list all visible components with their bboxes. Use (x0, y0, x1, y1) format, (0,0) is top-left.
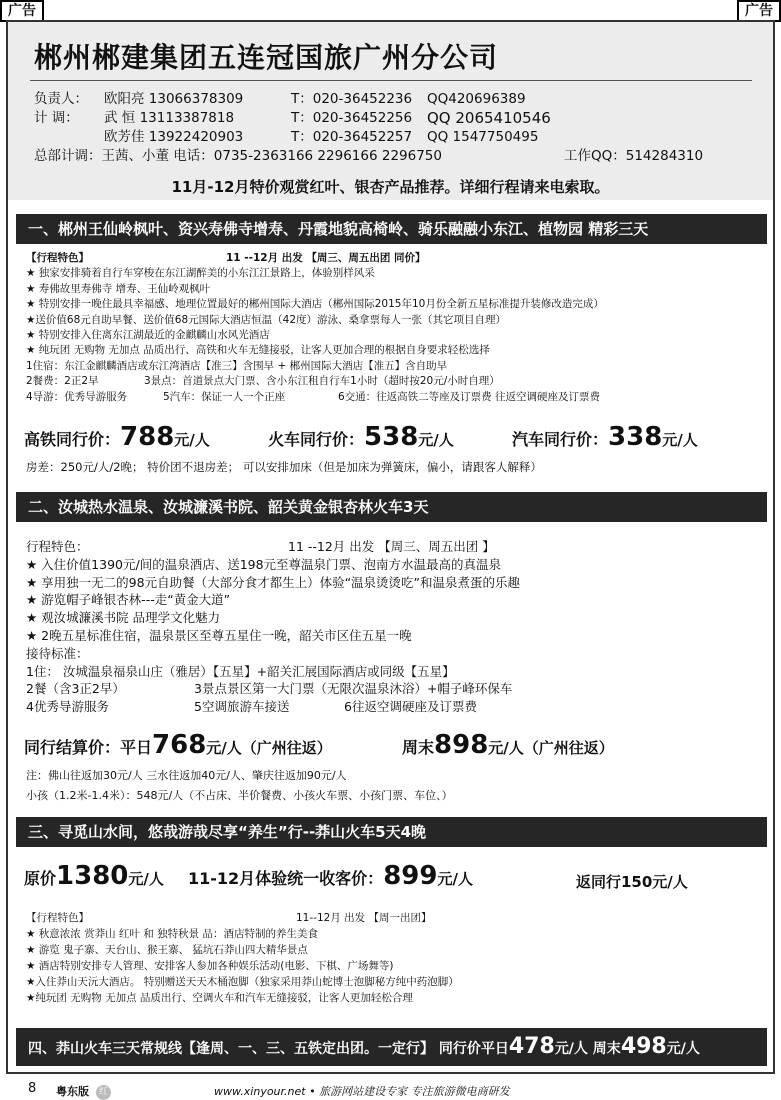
price-label: 同行结算价：平日 (24, 738, 153, 757)
price-original (24, 861, 164, 891)
list-item (26, 942, 761, 958)
price-unit: 元/人 (662, 431, 698, 449)
feature-text: ★ 独家安排骑着自行车穿梭在东江湖醉美的小东江江景路上，体验别样风采 (26, 267, 375, 280)
list-item (26, 958, 761, 974)
company-header (8, 22, 773, 200)
price-high-speed-rail (24, 422, 210, 452)
list-item (26, 591, 761, 609)
price-unit: 元/人 (128, 870, 164, 888)
list-item (26, 910, 761, 926)
list-item (26, 609, 761, 627)
service-text: 5空调旅游车接送 (194, 699, 290, 715)
page-number: 8 (28, 1081, 37, 1096)
list-item (26, 343, 761, 358)
feature-text: ★ 游览帽子峰银杏林---走“黄金大道” (26, 592, 231, 608)
contact-tel: T：020-36452236 (291, 91, 413, 107)
service-text: 3景点景区第一大门票（无限次温泉沐浴）+帽子峰环保车 (194, 681, 513, 697)
price-value: 898 (434, 730, 489, 760)
list-item (26, 698, 761, 716)
price-unit: 元/人 (666, 1041, 700, 1057)
feature-text: ★ 特别安排一晚住最具幸福感、地理位置最好的郴州国际大酒店（郴州国际2015年10月份全新五星标准提升装修改造完成） (26, 298, 604, 311)
room-note: 房差：250元/人/2晚； 特价团不退房差； 可以安排加床（但是加床为弹簧床，偏小，请跟客人解释） (26, 460, 542, 474)
section-2-details (26, 538, 761, 716)
price-unit: 元/人 (437, 870, 473, 888)
price-unit: 元/人 (418, 431, 454, 449)
headquarters-contact: 总部计调：王茜、小董 电话：0735-2363166 2296166 2296750 (34, 148, 442, 164)
section-3-title: 三、寻觅山水间，悠哉游哉尽享“养生”行--莽山火车5天4晚 (16, 817, 767, 847)
itinerary-label: 【行程特色】 (26, 912, 89, 924)
contact-name: 欧芳佳 13922420903 (104, 129, 244, 145)
price-unit: 元/人（广州往返） (206, 739, 332, 757)
service-text: 1住宿：东江金麒麟酒店或东江湾酒店【准三】含围早 + 郴州国际大酒店【准五】含自助早 (26, 359, 448, 372)
price-value: 1380 (56, 861, 129, 891)
feature-text: ★ 享用独一无二的98元自助餐（大部分食才都生上）体验“温泉烫烫吃”和温泉煮蛋的乐趣 (26, 574, 521, 590)
list-item (26, 538, 761, 556)
list-item (26, 266, 761, 281)
list-item (26, 974, 761, 990)
departure-info: 11 --12月 出发 【周三、周五出团 】 (288, 539, 495, 554)
service-text: 3景点：首道景点大门票、含小东江租自行车1小时（超时按20元/小时自理） (144, 375, 500, 388)
price-value: 498 (620, 1034, 667, 1059)
contact-qq: QQ420696389 (427, 91, 526, 107)
list-item (26, 374, 761, 389)
price-value: 338 (608, 422, 663, 452)
price-weekend (402, 730, 614, 760)
ad-label-right: 广告 (737, 0, 781, 22)
list-item (26, 990, 761, 1006)
section-4-banner (16, 1028, 767, 1066)
price-label: 原价 (24, 869, 57, 888)
page-footer: 8 粤东版 红 www.xinyour.net • 旅游网站建设专家 专注旅游微电商研发 (28, 1081, 510, 1098)
section-3-details (26, 910, 761, 1006)
ad-frame (6, 20, 775, 1074)
price-unit: 元/人 (174, 431, 210, 449)
price-label: 11-12月体验统一收客价： (188, 869, 384, 888)
list-item (26, 282, 761, 297)
feature-text: ★ 寿佛故里寿佛寺 增寿、王仙岭观枫叶 (26, 282, 211, 295)
price-unit: 元/人 周末 (554, 1041, 621, 1057)
company-title: 郴州郴建集团五连冠国旅广州分公司 (34, 41, 499, 74)
price-label: 火车同行价： (268, 430, 365, 449)
standard-label: 接待标准： (26, 645, 89, 661)
price-label: 周末 (402, 738, 435, 757)
feature-text: ★入住莽山天沅大酒店。 特别赠送天天木桶泡脚（独家采用莽山蛇博士泡脚秘方纯中药泡脚） (26, 976, 459, 988)
list-item (26, 645, 761, 663)
price-weekday (24, 730, 332, 760)
service-text: 4优秀导游服务 (26, 699, 109, 715)
itinerary-label: 【行程特色】 (26, 252, 89, 264)
list-item (26, 328, 761, 343)
price-label: 汽车同行价： (512, 430, 609, 449)
service-text: 2餐（含3正2早） (26, 681, 125, 697)
contact-tel: T：020-36452256 (291, 110, 413, 126)
list-item (26, 359, 761, 374)
itinerary-label: 行程特色： (26, 539, 89, 554)
list-item (26, 556, 761, 574)
departure-info: 11--12月 出发 【周一出团】 (296, 912, 432, 924)
service-text: 1住： 汝城温泉福泉山庄（雅居）【五星】+韶关汇展国际酒店或同级【五星】 (26, 663, 455, 679)
feature-text: ★ 酒店特别安排专人管理、安排客人参加各种娱乐活动(电影、下棋、广场舞等) (26, 960, 394, 972)
ad-label-left: 广告 (0, 0, 44, 22)
price-value: 768 (152, 730, 207, 760)
list-item (26, 297, 761, 312)
contact-label: 负责人： (34, 91, 88, 107)
service-text: 5汽车：保证一人一个正座 (163, 390, 286, 403)
contact-label: 计 调： (34, 110, 79, 126)
work-qq: 工作QQ：514284310 (564, 148, 704, 164)
contact-tel: T：020-36452257 (291, 129, 413, 145)
promo-banner: 11月-12月特价观赏红叶、银杏产品推荐。详细行程请来电索取。 (171, 178, 610, 196)
price-value: 899 (383, 861, 438, 891)
price-experience (188, 861, 473, 891)
price-bus (512, 422, 698, 452)
contact-qq: QQ 1547750495 (427, 129, 539, 145)
price-value: 478 (508, 1034, 555, 1059)
site-slogan: www.xinyour.net • 旅游网站建设专家 专注旅游微电商研发 (214, 1085, 510, 1098)
list-item (26, 251, 761, 266)
note-text: 注：佛山往返加30元/人 三水往返加40元/人、肇庆往返加90元/人 (26, 769, 347, 782)
feature-text: ★ 纯玩团 无购物 无加点 品质出行、高铁和火车无缝接驳，让客人更加合理的根据自身要求轻松选择 (26, 344, 490, 357)
feature-text: ★ 观汝城濂溪书院 品理学文化魅力 (26, 610, 221, 626)
section-1-details (26, 251, 761, 405)
list-item (26, 926, 761, 942)
departure-info: 11 --12月 出发 【周三、周五出团 同价】 (226, 252, 426, 264)
price-train (268, 422, 454, 452)
contact-name: 武 恒 13113387818 (104, 110, 235, 126)
price-value: 538 (364, 422, 419, 452)
feature-text: ★送价值68元自助早餐、送价值68元国际大酒店恒温（42度）游泳、桑拿票每人一张（其它项目自理） (26, 313, 506, 326)
price-unit: 元/人（广州往返） (488, 739, 614, 757)
header-divider (30, 80, 752, 81)
edition-label: 粤东版 (56, 1085, 89, 1098)
section-2-title: 二、汝城热水温泉、汝城濂溪书院、韶关黄金银杏林火车3天 (16, 492, 767, 522)
service-text: 4导游：优秀导游服务 (26, 390, 128, 403)
feature-text: ★ 入住价值1390元/间的温泉酒店、送198元至尊温泉门票、泡南方水温最高的真温泉 (26, 556, 502, 572)
price-value: 788 (120, 422, 175, 452)
list-item (26, 390, 761, 405)
service-text: 6交通：往返高铁二等座及订票费 往返空调硬座及订票费 (338, 390, 601, 403)
contact-name: 欧阳亮 13066378309 (104, 91, 244, 107)
note-text: 小孩（1.2米-1.4米）：548元/人（不占床、半价餐费、小孩火车票、小孩门票、车位、） (26, 789, 453, 802)
price-rebate: 返同行150元/人 (576, 873, 688, 891)
feature-text: ★ 秋意浓浓 赏莽山 红叶 和 独特秋景 品：酒店特制的养生美食 (26, 928, 318, 940)
section-4-title: 四、莽山火车三天常规线【逢周、一、三、五铁定出团。一定行】 同行价平日 (28, 1041, 509, 1057)
list-item (26, 313, 761, 328)
list-item (26, 627, 761, 645)
list-item (26, 663, 761, 681)
price-label: 高铁同行价： (24, 430, 121, 449)
list-item (26, 680, 761, 698)
list-item (26, 574, 761, 592)
feature-text: ★纯玩团 无购物 无加点 品质出行、空调火车和汽车无缝接驳，让客人更加轻松合理 (26, 992, 413, 1004)
section-1-title: 一、郴州王仙岭枫叶、资兴寿佛寺增寿、丹霞地貌高椅岭、骑乐融融小东江、植物园 精彩三天 (16, 214, 767, 244)
feature-text: ★ 游览 鬼子寨、天台山、猴王寨、 猛坑石莽山四大精华景点 (26, 944, 308, 956)
service-text: 2餐费：2正2早 (26, 375, 99, 388)
section-2-notes (26, 766, 761, 806)
feature-text: ★ 2晚五星标准住宿，温泉景区至尊五星住一晚，韶关市区住五星一晚 (26, 627, 412, 643)
feature-text: ★ 特别安排入住离东江湖最近的金麒麟山水风光酒店 (26, 328, 270, 341)
contact-qq: QQ 2065410546 (427, 109, 551, 127)
service-text: 6往返空调硬座及订票费 (344, 699, 477, 715)
